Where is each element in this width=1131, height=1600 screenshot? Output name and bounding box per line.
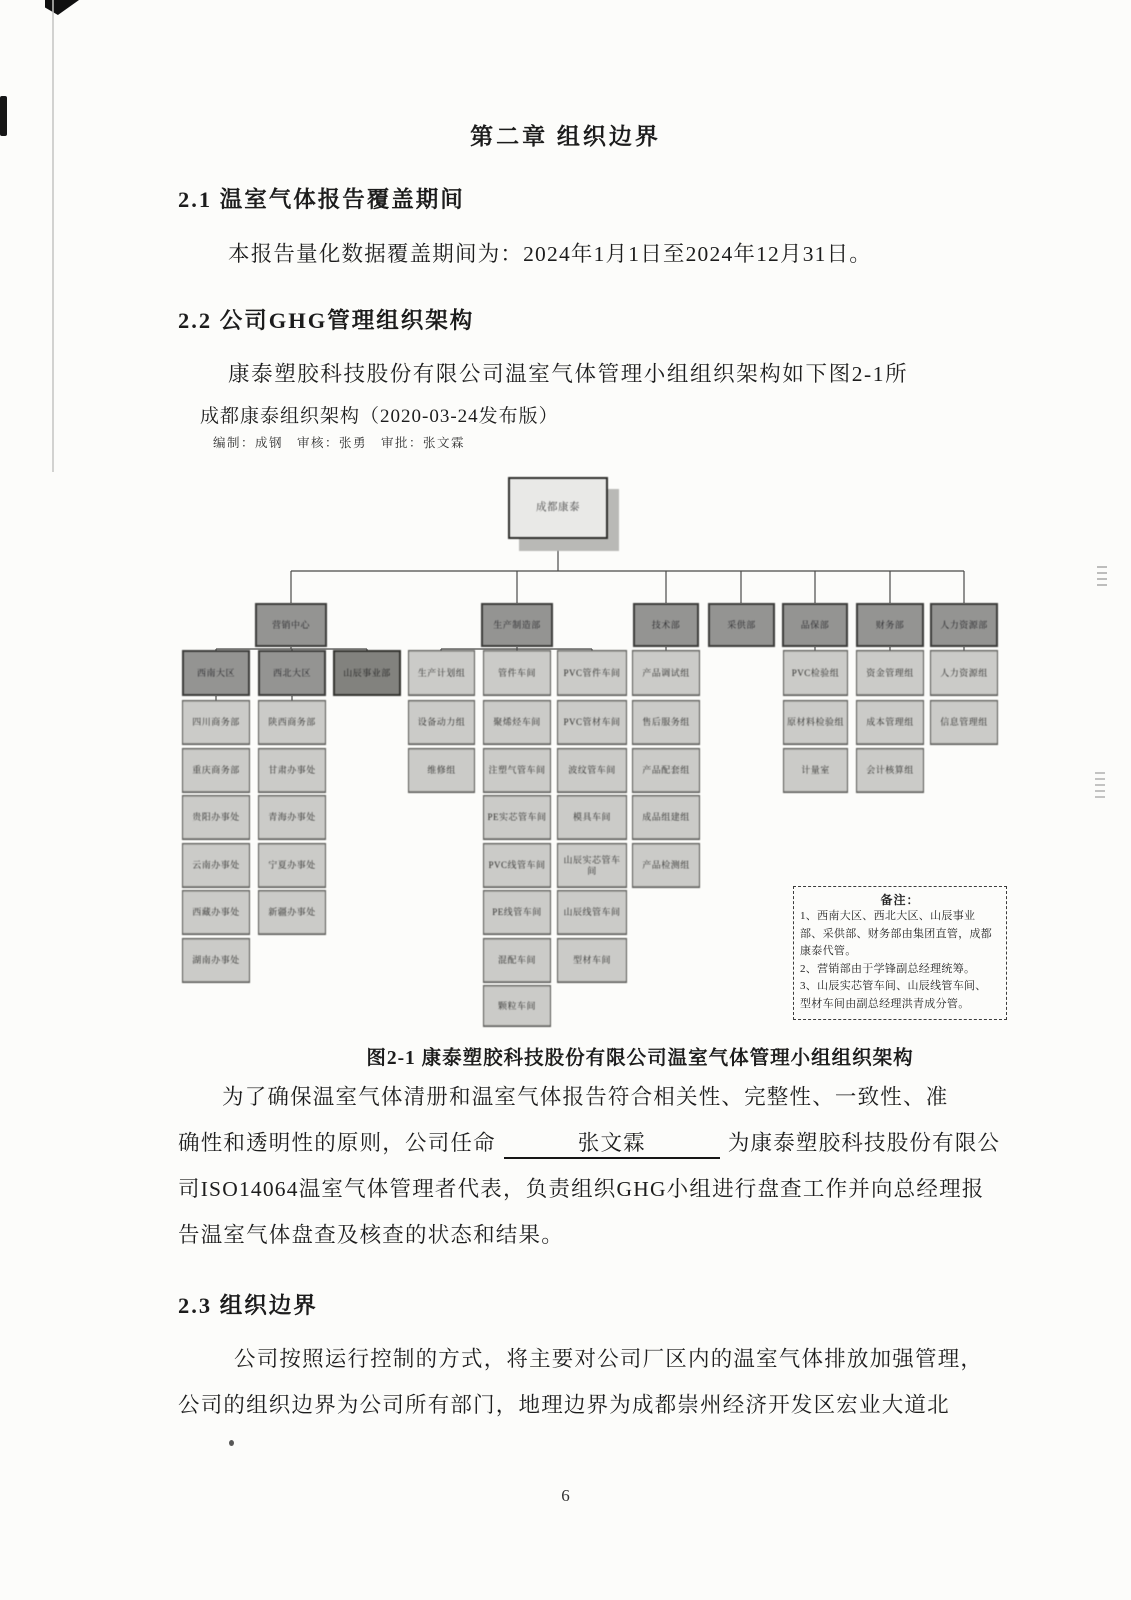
org-box: 颗粒车间: [483, 985, 551, 1027]
org-box: 售后服务组: [632, 700, 700, 745]
org-box: 人力资源组: [930, 650, 998, 696]
org-box: 注塑气管车间: [483, 748, 551, 793]
org-box: 青海办事处: [258, 795, 326, 840]
org-box: 技术部: [633, 603, 699, 647]
org-chart-meta: 编制：成钢 审核：张勇 审批：张文霖: [213, 436, 466, 450]
org-box: 山辰线管车间: [557, 890, 627, 935]
org-box: 云南办事处: [182, 843, 250, 888]
org-box: 管件车间: [483, 650, 551, 696]
section-2-3-line: 公司的组织边界为公司所有部门，地理边界为成都崇州经济开发区宏业大道北: [178, 1393, 950, 1417]
paragraph-line: 为了确保温室气体清册和温室气体报告符合相关性、完整性、一致性、准: [222, 1085, 949, 1109]
org-box: 甘肃办事处: [258, 748, 326, 793]
section-2-1-heading: 2.1 温室气体报告覆盖期间: [178, 187, 465, 212]
note-line: 部、采供部、财务部由集团直管，成都: [800, 927, 993, 940]
chapter-title: 第二章 组织边界: [470, 124, 661, 149]
org-box: 陕西商务部: [258, 700, 326, 745]
org-box: 人力资源部: [930, 603, 998, 647]
paragraph-line: 告温室气体盘查及核查的状态和结果。: [178, 1223, 564, 1247]
org-box: 新疆办事处: [258, 890, 326, 935]
org-box: PVC线管车间: [483, 843, 551, 888]
org-box: 计量室: [783, 748, 848, 793]
note-line: 型材车间由副总经理洪青成分管。: [800, 997, 970, 1010]
org-box: 原材料检验组: [783, 700, 848, 745]
org-box: 成都康泰: [508, 477, 608, 539]
paragraph-line: 司ISO14064温室气体管理者代表，负责组织GHG小组进行盘查工作并向总经理报: [178, 1177, 985, 1201]
org-box: 宁夏办事处: [258, 843, 326, 888]
section-2-2-paragraph: 康泰塑胶科技股份有限公司温室气体管理小组组织架构如下图2-1所: [228, 362, 909, 386]
org-box: 资金管理组: [856, 650, 924, 696]
org-box: 聚烯烃车间: [483, 700, 551, 745]
org-box: 会计核算组: [856, 748, 924, 793]
figure-caption: 图2-1 康泰塑胶科技股份有限公司温室气体管理小组组织架构: [366, 1048, 914, 1069]
org-box: 维修组: [408, 748, 475, 793]
org-box: 成品组建组: [632, 795, 700, 840]
org-box: 四川商务部: [182, 700, 250, 745]
org-box: 山辰事业部: [333, 650, 401, 696]
paragraph-text: 确性和透明性的原则，公司任命: [178, 1131, 496, 1155]
org-box: 贵阳办事处: [182, 795, 250, 840]
org-box: PE线管车间: [483, 890, 551, 935]
org-box: 产品调试组: [632, 650, 700, 696]
org-box: 营销中心: [255, 603, 327, 647]
notes-title: 备注：: [880, 893, 920, 907]
org-box: 产品检测组: [632, 843, 700, 888]
org-box: 西南大区: [182, 650, 250, 696]
org-box: 设备动力组: [408, 700, 475, 745]
org-box: 成本管理组: [856, 700, 924, 745]
org-box: 品保部: [782, 603, 848, 647]
org-box: PVC管材车间: [557, 700, 627, 745]
section-2-3-heading: 2.3 组织边界: [178, 1293, 318, 1318]
org-box: 湖南办事处: [182, 938, 250, 983]
org-box: 混配车间: [483, 938, 551, 983]
org-box: 重庆商务部: [182, 748, 250, 793]
note-line: 1、西南大区、西北大区、山辰事业: [800, 910, 976, 922]
org-box: 西北大区: [258, 650, 326, 696]
org-box: 生产制造部: [481, 603, 553, 647]
section-2-1-paragraph: 本报告量化数据覆盖期间为：2024年1月1日至2024年12月31日。: [228, 242, 873, 266]
note-line: 康泰代管。: [800, 945, 857, 957]
stray-ink-dot: [229, 1440, 234, 1446]
org-box: 财务部: [856, 603, 924, 647]
org-chart-title: 成都康泰组织架构（2020-03-24发布版）: [200, 406, 559, 427]
org-box: PVC管件车间: [557, 650, 627, 696]
org-chart-notes: [793, 886, 1007, 1020]
paragraph-line: [178, 1126, 1000, 1159]
notes-body: [800, 908, 1000, 1013]
org-box: 信息管理组: [930, 700, 998, 745]
org-box: 模具车间: [557, 795, 627, 840]
org-box: 山辰实芯管车间: [557, 843, 627, 888]
section-2-3-line: 公司按照运行控制的方式，将主要对公司厂区内的温室气体排放加强管理，: [234, 1347, 984, 1371]
note-line: 3、山辰实芯管车间、山辰线管车间、: [800, 980, 987, 992]
org-box: 产品配套组: [632, 748, 700, 793]
org-box: 型材车间: [557, 938, 627, 983]
page-number: 6: [561, 1486, 570, 1505]
org-box: 采供部: [708, 603, 775, 647]
org-box: PE实芯管车间: [483, 795, 551, 840]
paragraph-text: 为康泰塑胶科技股份有限公: [727, 1131, 1001, 1155]
note-line: 2、营销部由于学锋副总经理统筹。: [800, 962, 976, 975]
org-box: 波纹管车间: [557, 748, 627, 793]
appointee-name-underlined: 张文霖: [504, 1126, 720, 1159]
org-box: 生产计划组: [408, 650, 475, 696]
section-2-2-heading: 2.2 公司GHG管理组织架构: [178, 308, 475, 333]
org-box: PVC检验组: [783, 650, 848, 696]
org-box: 西藏办事处: [182, 890, 250, 935]
